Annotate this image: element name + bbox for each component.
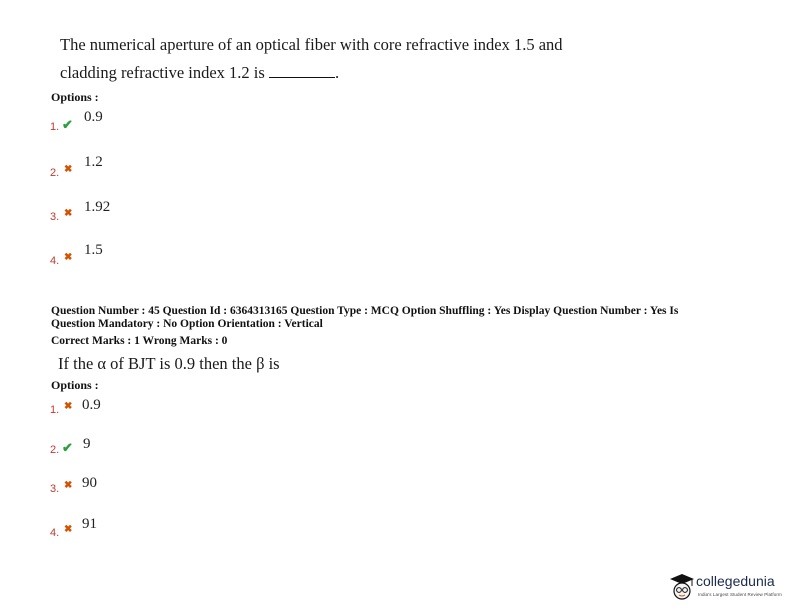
question-1-line-2 [60, 63, 339, 83]
wrong-cross-icon: ✖ [64, 164, 73, 175]
answer-blank [269, 63, 335, 78]
option-value: 0.9 [84, 109, 103, 125]
option-number: 2. [50, 167, 60, 179]
options-label-q1: Options : [51, 90, 99, 104]
wrong-cross-icon: ✖ [64, 480, 73, 491]
correct-check-icon: ✔ [62, 440, 73, 455]
graduate-mascot-icon [668, 571, 696, 603]
wrong-cross-icon: ✖ [64, 208, 73, 219]
correct-check-icon: ✔ [62, 117, 73, 132]
question-2-meta-line-2: Question Mandatory : No Option Orientation : Vertical [51, 318, 323, 330]
question-1-end: . [334, 63, 340, 82]
option-number: 2. [50, 444, 60, 456]
question-2-marks: Correct Marks : 1 Wrong Marks : 0 [51, 335, 228, 347]
option-number: 1. [50, 404, 60, 416]
question-2-meta-line-1: Question Number : 45 Question Id : 6364313165 Question Type : MCQ Option Shuffling : Yes Display Question Number : Yes Is [51, 305, 679, 317]
option-value: 9 [83, 436, 91, 452]
collegedunia-logo [668, 571, 786, 605]
option-number: 3. [50, 483, 60, 495]
wrong-cross-icon: ✖ [64, 252, 73, 263]
option-value: 1.5 [84, 242, 103, 258]
wrong-cross-icon: ✖ [64, 524, 73, 535]
wrong-cross-icon: ✖ [64, 401, 73, 412]
question-1-line-1: The numerical aperture of an optical fiber with core refractive index 1.5 and [60, 35, 563, 54]
options-label-q2: Options : [51, 378, 99, 392]
option-value: 1.2 [84, 154, 103, 170]
option-value: 91 [82, 516, 97, 532]
option-number: 4. [50, 527, 60, 539]
option-value: 90 [82, 475, 97, 491]
option-value: 1.92 [84, 199, 111, 215]
question-2-text: If the α of BJT is 0.9 then the β is [58, 354, 280, 373]
logo-tagline: India's Largest Student Review Platform [698, 592, 782, 597]
option-value: 0.9 [82, 397, 101, 413]
logo-name: collegedunia [696, 573, 775, 589]
question-1-line-2-text: cladding refractive index 1.2 is [60, 63, 265, 82]
option-number: 1. [50, 121, 60, 133]
option-number: 4. [50, 255, 60, 267]
option-number: 3. [50, 211, 60, 223]
